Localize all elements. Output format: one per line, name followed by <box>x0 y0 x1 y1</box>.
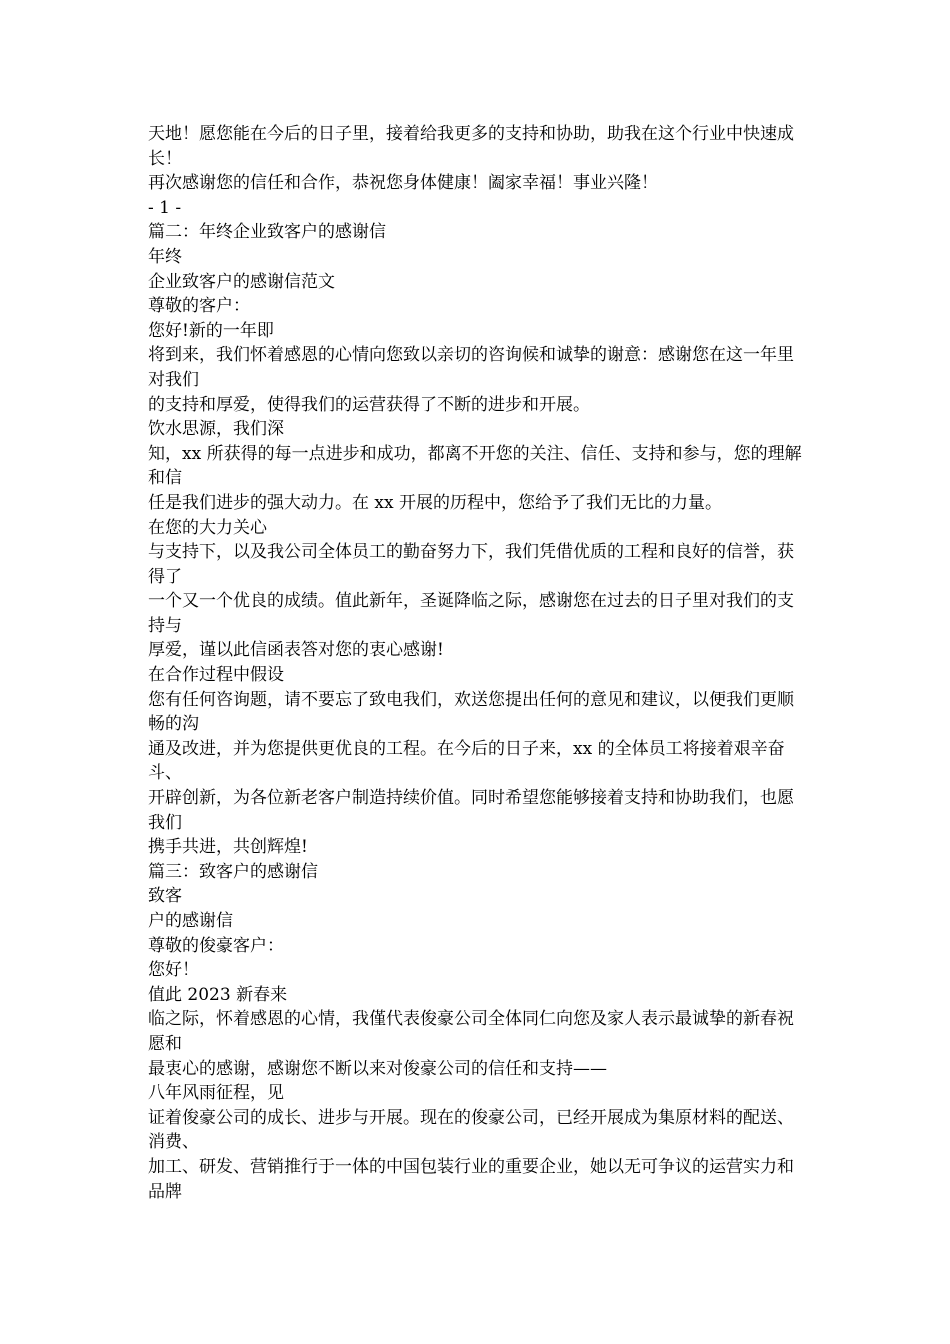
section-heading: 篇二：年终企业致客户的感谢信 <box>148 222 386 243</box>
text-line: 厚爱，谨以此信函表答对您的衷心感谢! <box>148 640 444 661</box>
text-line: 任是我们进步的强大动力。在 xx 开展的历程中，您给予了我们无比的力量。 <box>148 492 722 513</box>
text-line: 临之际，怀着感恩的心情，我僅代表俊豪公司全体同仁向您及家人表示最诚挚的新春祝愿和 <box>148 1009 794 1054</box>
text-line: 年终 <box>148 246 182 267</box>
text-line: 加工、研发、营销推行于一体的中国包装行业的重要企业，她以无可争议的运营实力和品牌 <box>148 1156 794 1202</box>
text-line: 户的感谢信 <box>148 911 233 931</box>
text-line: 知，xx 所获得的每一点进步和成功，都离不开您的关注、信任、支持和参与，您的理解和信 <box>148 443 802 489</box>
text-line: 开辟创新，为各位新老客户制造持续价值。同时希望您能够接着支持和协助我们，也愿我们 <box>148 788 794 833</box>
text-line: 将到来，我们怀着感恩的心情向您致以亲切的咨询候和诚挚的谢意：感谢您在这一年里对我们 <box>148 345 794 390</box>
text-line: 值此 2023 新春来 <box>148 984 288 1005</box>
text-line: 在您的大力关心 <box>148 517 267 538</box>
text-line: 在合作过程中假设 <box>148 665 284 686</box>
text-line: 饮水思源，我们深 <box>148 419 284 440</box>
text-line: 您好！ <box>148 960 199 981</box>
text-line: 您好!新的一年即 <box>148 320 274 341</box>
text-line: 致客 <box>148 886 182 907</box>
salutation: 尊敬的俊豪客户： <box>148 935 284 956</box>
text-line: 的支持和厚爱，使得我们的运营获得了不断的进步和开展。 <box>148 394 590 415</box>
page-number: - 1 - <box>148 197 182 218</box>
document-body <box>148 122 803 1204</box>
text-line: 天地！愿您能在今后的日子里，接着给我更多的支持和协助，助我在这个行业中快速成长！ <box>148 124 794 169</box>
text-line: 携手共进，共创辉煌! <box>148 837 308 858</box>
text-line: 证着俊豪公司的成长、进步与开展。现在的俊豪公司，已经开展成为集原材料的配送、消费、 <box>148 1107 794 1153</box>
text-line: 您有任何咨询题，请不要忘了致电我们，欢送您提出任何的意见和建议，以便我们更顺畅的沟 <box>148 689 794 735</box>
salutation: 尊敬的客户： <box>148 296 250 317</box>
text-line: 最衷心的感谢，感谢您不断以来对俊豪公司的信任和支持—— <box>148 1058 607 1079</box>
text-line: 八年风雨征程，见 <box>148 1083 284 1104</box>
text-line: 企业致客户的感谢信范文 <box>148 271 335 292</box>
section-heading: 篇三：致客户的感谢信 <box>148 861 318 882</box>
text-line: 再次感谢您的信任和合作，恭祝您身体健康！阖家幸福！事业兴隆！ <box>148 173 658 194</box>
text-line: 与支持下，以及我公司全体员工的勤奋努力下，我们凭借优质的工程和良好的信誉，获得了 <box>148 542 794 587</box>
text-line: 一个又一个优良的成绩。值此新年，圣诞降临之际，感谢您在过去的日子里对我们的支持与 <box>148 591 794 636</box>
text-line: 通及改进，并为您提供更优良的工程。在今后的日子来，xx 的全体员工将接着艰辛奋斗、 <box>148 738 785 784</box>
